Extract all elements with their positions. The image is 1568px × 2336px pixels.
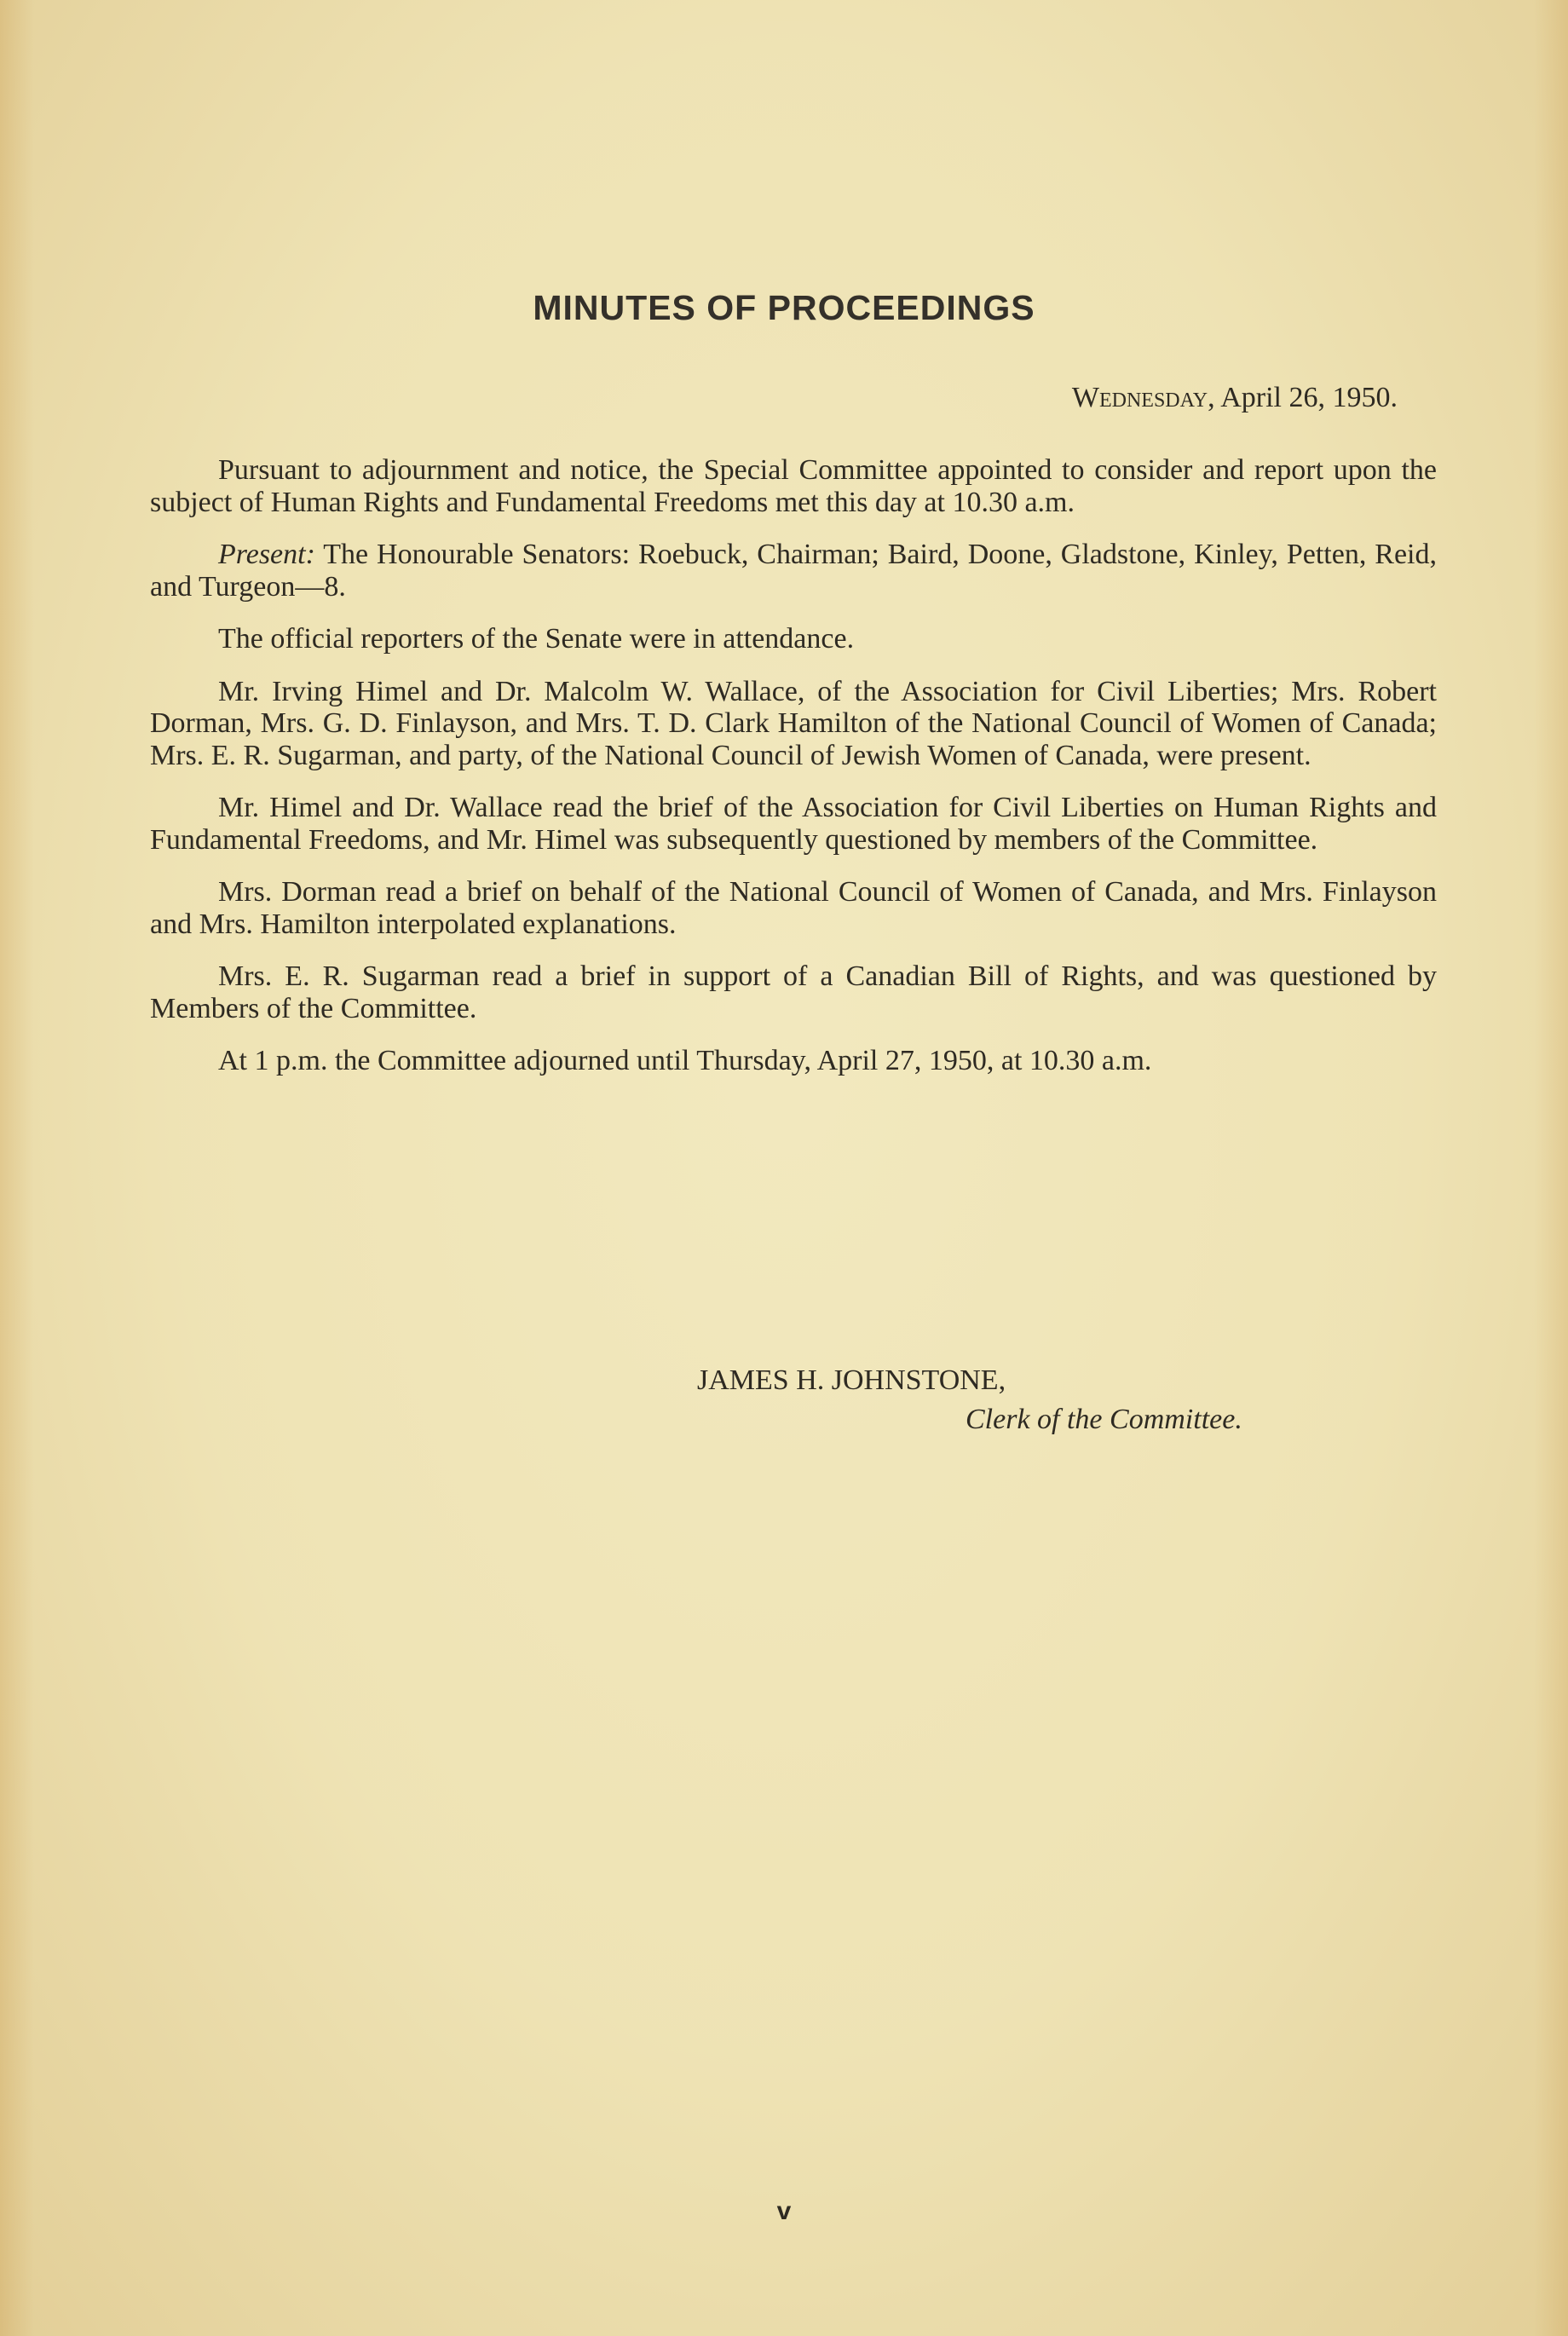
present-label: Present:	[218, 539, 315, 570]
minutes-body	[150, 454, 1437, 1077]
meeting-date-rest: , April 26, 1950.	[1208, 382, 1398, 413]
meeting-weekday: Wednesday	[1071, 382, 1208, 413]
paragraph-convening: Pursuant to adjournment and notice, the Special Committee appointed to consider and report upon the subject of Human Rights and Fundamental Freedoms met this day at 10.30 a.m.	[150, 454, 1437, 518]
paragraph-council-women-brief: Mrs. Dorman read a brief on behalf of the National Council of Women of Canada, and Mrs. Finlayson and Mrs. Hamilton interpolated explanations.	[150, 876, 1437, 940]
paragraph-reporters: The official reporters of the Senate were in attendance.	[218, 623, 855, 655]
paragraph-civil-liberties-brief: Mr. Himel and Dr. Wallace read the brief of the Association for Civil Liberties on Human Rights and Fundamental Freedoms, and Mr. Himel was subsequently questioned by members of the Committee.	[150, 792, 1437, 856]
paragraph-attendees: Mr. Irving Himel and Dr. Malcolm W. Wallace, of the Association for Civil Liberties; Mrs. Robert Dorman, Mrs. G. D. Finlayson, and Mrs. T. D. Clark Hamilton of the National Council of Women of Canada; Mrs. E. R. Sugarman, and party, of the National Council of Jewish Women of Canada, were present.	[150, 675, 1437, 771]
signature-name: JAMES H. JOHNSTONE,	[697, 1364, 1006, 1396]
page-number: v	[776, 2197, 792, 2225]
paragraph-present	[150, 539, 1437, 603]
signature-title: Clerk of the Committee.	[966, 1404, 1242, 1435]
present-list: The Honourable Senators: Roebuck, Chairman; Baird, Doone, Gladstone, Kinley, Petten, Reid, and Turgeon—8.	[150, 539, 1437, 603]
paragraph-jewish-women-brief: Mrs. E. R. Sugarman read a brief in support of a Canadian Bill of Rights, and was questioned by Members of the Committee.	[150, 960, 1437, 1024]
paragraph-adjournment: At 1 p.m. the Committee adjourned until Thursday, April 27, 1950, at 10.30 a.m.	[218, 1045, 1152, 1076]
meeting-date	[1072, 382, 1398, 414]
signature-block	[697, 1364, 1242, 1437]
document-heading: MINUTES OF PROCEEDINGS	[533, 288, 1035, 327]
